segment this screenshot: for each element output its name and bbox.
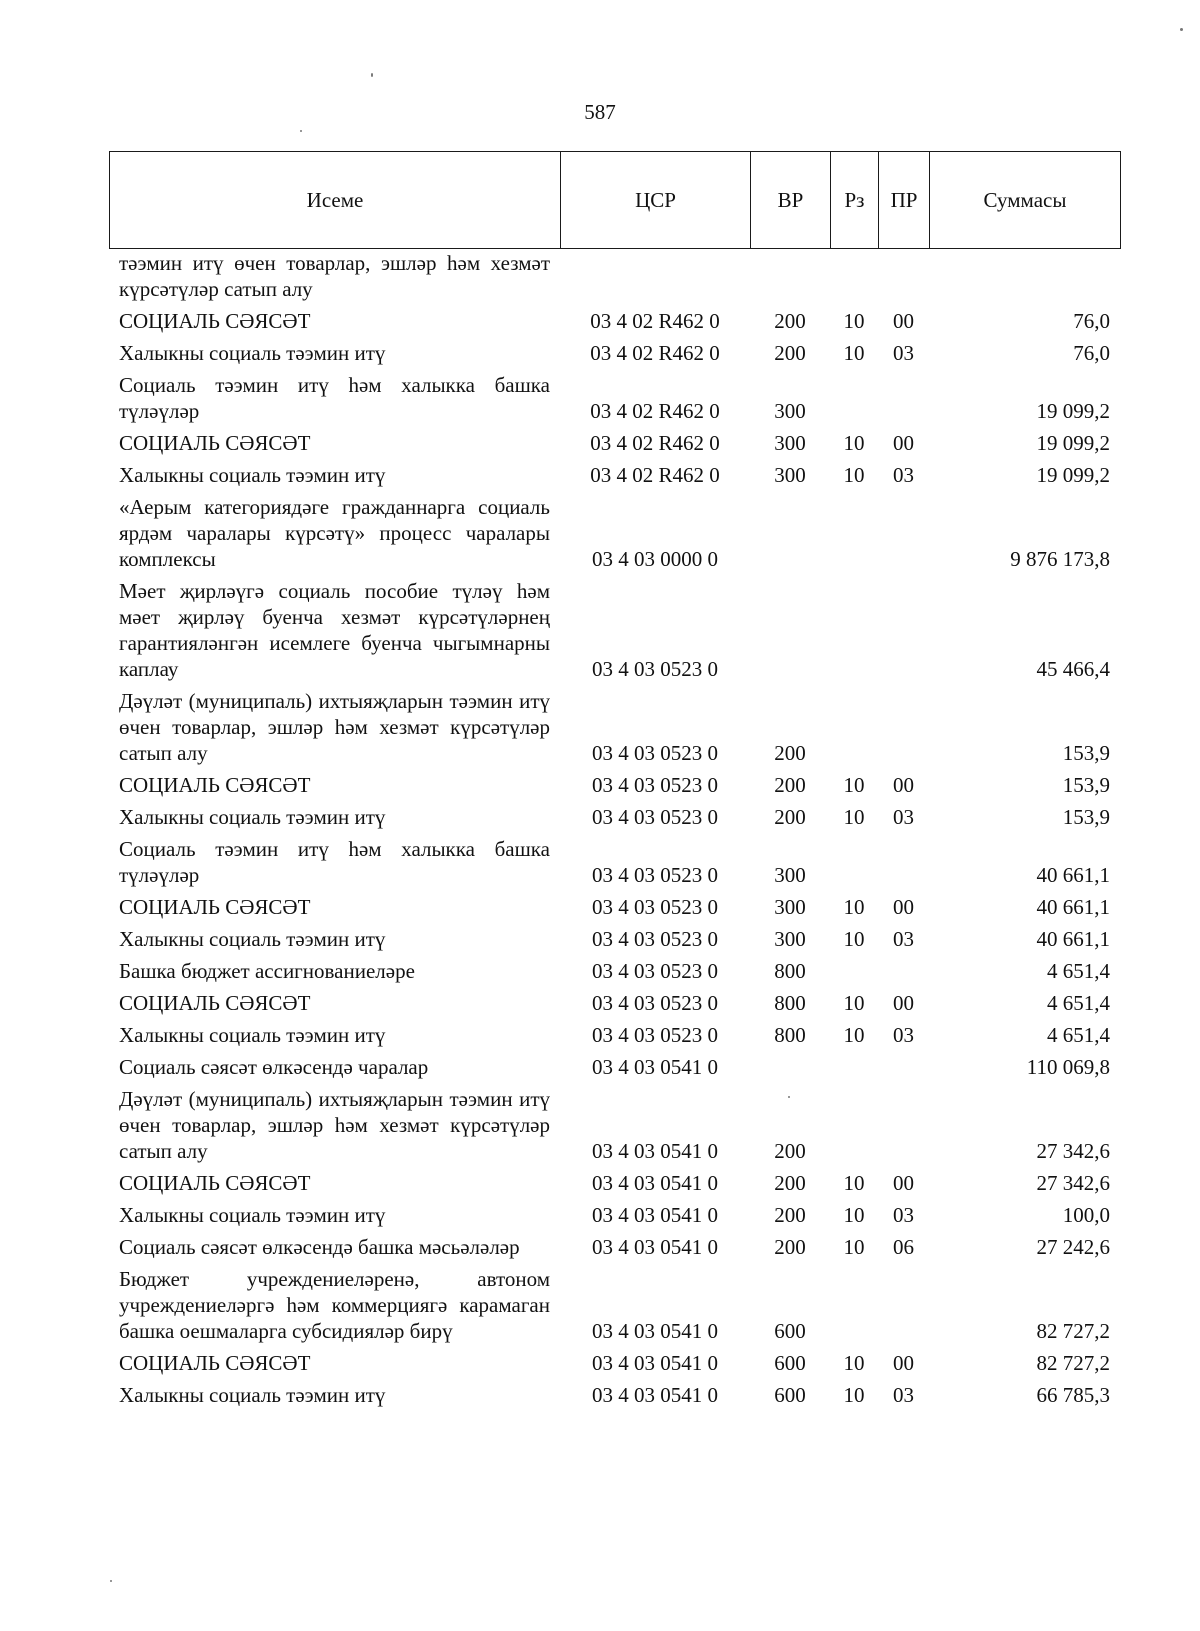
cell-rz: 10 [843,991,865,1015]
header-csr: ЦСР [561,152,751,249]
table-row [109,987,1120,1019]
cell-name: тәэмин итү өчен товарлар, эшләр һәм хезмәт күрсәтүләр сатып алу [119,251,550,301]
cell-sum: 27 342,6 [1036,1171,1110,1195]
cell-rz [830,491,878,575]
cell-name: СОЦИАЛЬ СӘЯСӘТ [119,773,311,797]
cell-name: Социаль сәясәт өлкәсендә чаралар [119,1055,429,1079]
cell-sum: 110 069,8 [1026,1055,1110,1079]
table-row [109,955,1120,987]
cell-vr: 300 [774,431,806,455]
table-row [109,801,1120,833]
cell-pr: 00 [893,1351,914,1375]
cell-rz [830,685,878,769]
cell-name: Халыкны социаль тәэмин итү [119,927,386,951]
header-vr: ВР [751,152,831,249]
cell-csr: 03 4 03 0000 0 [592,547,718,571]
cell-vr: 200 [774,773,806,797]
cell-csr: 03 4 03 0541 0 [592,1383,718,1407]
cell-csr: 03 4 03 0541 0 [592,1139,718,1163]
cell-pr [878,1051,929,1083]
cell-sum: 9 876 173,8 [1010,547,1110,571]
table-row [109,769,1120,801]
cell-name: СОЦИАЛЬ СӘЯСӘТ [119,309,311,333]
cell-sum: 19 099,2 [1036,399,1110,423]
cell-vr: 600 [774,1351,806,1375]
cell-csr: 03 4 03 0523 0 [592,805,718,829]
scan-speck [300,130,302,132]
cell-pr: 00 [893,1171,914,1195]
table-row [109,491,1120,575]
cell-name: Бюджет учреждениеләренә, автоном учреждениеләргә һәм коммерциягә карамаган башка оешмаларга субсидияләр бирү [119,1267,550,1343]
cell-name: Дәүләт (муниципаль) ихтыяҗларын тәэмин итү өчен товарлар, эшләр һәм хезмәт күрсәтүләр сатып алу [119,1087,550,1163]
cell-name: Халыкны социаль тәэмин итү [119,1383,386,1407]
cell-sum: 27 242,6 [1036,1235,1110,1259]
cell-sum: 4 651,4 [1047,991,1110,1015]
cell-vr: 200 [774,1139,806,1163]
cell-sum: 153,9 [1062,805,1110,829]
cell-sum: 19 099,2 [1036,463,1110,487]
cell-name: Халыкны социаль тәэмин итү [119,1023,386,1047]
cell-csr: 03 4 03 0523 0 [592,927,718,951]
cell-rz [830,369,878,427]
cell-sum: 82 727,2 [1036,1319,1110,1343]
cell-rz: 10 [843,1235,865,1259]
cell-name: СОЦИАЛЬ СӘЯСӘТ [119,991,311,1015]
cell-pr [878,491,929,575]
cell-name: Социаль тәэмин итү һәм халыкка башка түләүләр [119,837,550,887]
table-row [109,1231,1120,1263]
cell-vr: 300 [774,463,806,487]
cell-csr: 03 4 02 R462 0 [590,309,720,333]
cell-vr [750,250,830,305]
cell-csr: 03 4 03 0523 0 [592,959,718,983]
cell-rz: 10 [843,895,865,919]
table-row [109,685,1120,769]
header-name: Исеме [110,152,561,249]
cell-vr: 600 [774,1383,806,1407]
cell-csr: 03 4 03 0523 0 [592,863,718,887]
cell-csr: 03 4 03 0523 0 [592,1023,718,1047]
cell-rz [830,955,878,987]
cell-vr: 800 [774,991,806,1015]
cell-csr: 03 4 03 0541 0 [592,1203,718,1227]
table-row [109,575,1120,685]
cell-rz: 10 [843,773,865,797]
cell-pr [878,575,929,685]
cell-csr: 03 4 03 0523 0 [592,991,718,1015]
cell-rz: 10 [843,805,865,829]
cell-csr: 03 4 03 0541 0 [592,1055,718,1079]
cell-csr: 03 4 03 0523 0 [592,657,718,681]
cell-rz [830,1051,878,1083]
cell-name: Халыкны социаль тәэмин итү [119,1203,386,1227]
cell-rz: 10 [843,309,865,333]
table-row [109,369,1120,427]
cell-rz: 10 [843,1351,865,1375]
cell-vr: 800 [774,959,806,983]
cell-pr [878,833,929,891]
table-row [109,923,1120,955]
cell-sum [929,250,1120,305]
scan-speck [788,1096,790,1098]
cell-csr: 03 4 03 0541 0 [592,1171,718,1195]
cell-pr [878,955,929,987]
cell-sum: 45 466,4 [1036,657,1110,681]
cell-csr: 03 4 02 R462 0 [590,399,720,423]
cell-sum: 40 661,1 [1036,863,1110,887]
cell-name: СОЦИАЛЬ СӘЯСӘТ [119,431,311,455]
cell-vr: 300 [774,399,806,423]
header-sum: Суммасы [930,152,1121,249]
cell-sum: 40 661,1 [1036,927,1110,951]
cell-name: СОЦИАЛЬ СӘЯСӘТ [119,1171,311,1195]
cell-name: Халыкны социаль тәэмин итү [119,805,386,829]
cell-vr: 200 [774,341,806,365]
cell-sum: 100,0 [1062,1203,1110,1227]
table-row [109,250,1120,305]
cell-rz: 10 [843,927,865,951]
cell-sum: 153,9 [1062,773,1110,797]
cell-rz: 10 [843,463,865,487]
table-row [109,427,1120,459]
cell-pr: 03 [893,463,914,487]
table-row [109,1263,1120,1347]
cell-csr: 03 4 03 0523 0 [592,741,718,765]
cell-vr: 200 [774,805,806,829]
cell-rz: 10 [843,431,865,455]
cell-csr: 03 4 03 0541 0 [592,1319,718,1343]
table-row [109,891,1120,923]
cell-vr: 300 [774,895,806,919]
cell-pr [878,1263,929,1347]
cell-pr: 03 [893,1383,914,1407]
table-row [109,1019,1120,1051]
cell-csr: 03 4 03 0523 0 [592,895,718,919]
table-row [109,459,1120,491]
cell-pr: 00 [893,991,914,1015]
cell-vr: 200 [774,1203,806,1227]
cell-rz: 10 [843,1171,865,1195]
cell-pr: 00 [893,773,914,797]
scan-speck [1180,28,1183,31]
cell-sum: 4 651,4 [1047,1023,1110,1047]
cell-sum: 19 099,2 [1036,431,1110,455]
cell-pr: 03 [893,1203,914,1227]
table-row [109,833,1120,891]
cell-vr: 200 [774,309,806,333]
cell-rz: 10 [843,1203,865,1227]
cell-rz [830,1083,878,1167]
cell-sum: 76,0 [1073,309,1110,333]
cell-vr: 200 [774,1235,806,1259]
table-row [109,1379,1120,1411]
cell-sum: 66 785,3 [1036,1383,1110,1407]
cell-pr: 00 [893,431,914,455]
cell-csr: 03 4 03 0541 0 [592,1235,718,1259]
table-row [109,1347,1120,1379]
cell-rz [830,1263,878,1347]
cell-pr: 00 [893,895,914,919]
cell-rz: 10 [843,1383,865,1407]
cell-pr: 03 [893,927,914,951]
table-header [109,151,1121,249]
cell-pr [878,685,929,769]
cell-sum: 153,9 [1062,741,1110,765]
table-row [109,1051,1120,1083]
cell-csr: 03 4 03 0541 0 [592,1351,718,1375]
cell-csr [560,250,750,305]
scan-speck [110,1580,112,1582]
cell-rz: 10 [843,341,865,365]
cell-pr [878,250,929,305]
table-row [109,337,1120,369]
table-row [109,1167,1120,1199]
cell-vr: 200 [774,1171,806,1195]
cell-vr: 200 [774,741,806,765]
scan-speck [371,73,373,77]
budget-table [109,250,1120,1411]
cell-pr: 00 [893,309,914,333]
cell-name: Башка бюджет ассигнованиеләре [119,959,415,983]
cell-vr [750,491,830,575]
cell-name: СОЦИАЛЬ СӘЯСӘТ [119,895,311,919]
cell-name: Дәүләт (муниципаль) ихтыяҗларын тәэмин итү өчен товарлар, эшләр һәм хезмәт күрсәтүләр сатып алу [119,689,550,765]
cell-rz [830,833,878,891]
cell-rz [830,575,878,685]
cell-name: Социаль тәэмин итү һәм халыкка башка түләүләр [119,373,550,423]
header-pr: ПР [879,152,930,249]
cell-csr: 03 4 02 R462 0 [590,463,720,487]
cell-csr: 03 4 02 R462 0 [590,431,720,455]
cell-pr [878,369,929,427]
table-row [109,305,1120,337]
cell-vr [750,1051,830,1083]
table-row [109,1083,1120,1167]
cell-vr: 800 [774,1023,806,1047]
cell-sum: 82 727,2 [1036,1351,1110,1375]
cell-sum: 76,0 [1073,341,1110,365]
header-rz: Рз [831,152,879,249]
cell-sum: 27 342,6 [1036,1139,1110,1163]
cell-vr: 600 [774,1319,806,1343]
cell-pr: 03 [893,1023,914,1047]
cell-csr: 03 4 02 R462 0 [590,341,720,365]
cell-pr: 06 [893,1235,914,1259]
cell-rz: 10 [843,1023,865,1047]
cell-vr [750,575,830,685]
cell-pr: 03 [893,805,914,829]
page-number: 587 [584,100,616,124]
cell-sum: 4 651,4 [1047,959,1110,983]
cell-name: Халыкны социаль тәэмин итү [119,341,386,365]
cell-name: Халыкны социаль тәэмин итү [119,463,386,487]
cell-vr: 300 [774,927,806,951]
cell-name: Мәет җирләүгә социаль пособие түләү һәм мәет җирләү буенча хезмәт күрсәтүләрнең гарантияләнгән исемлеге буенча чыгымнарны каплау [119,579,550,681]
cell-vr: 300 [774,863,806,887]
cell-name: СОЦИАЛЬ СӘЯСӘТ [119,1351,311,1375]
cell-pr [878,1083,929,1167]
cell-name: «Аерым категориядәге гражданнарга социаль ярдәм чаралары күрсәтү» процесс чаралары комплексы [119,495,550,571]
cell-pr: 03 [893,341,914,365]
table-row [109,1199,1120,1231]
cell-name: Социаль сәясәт өлкәсендә башка мәсьәләләр [119,1235,520,1259]
cell-rz [830,250,878,305]
cell-sum: 40 661,1 [1036,895,1110,919]
cell-csr: 03 4 03 0523 0 [592,773,718,797]
